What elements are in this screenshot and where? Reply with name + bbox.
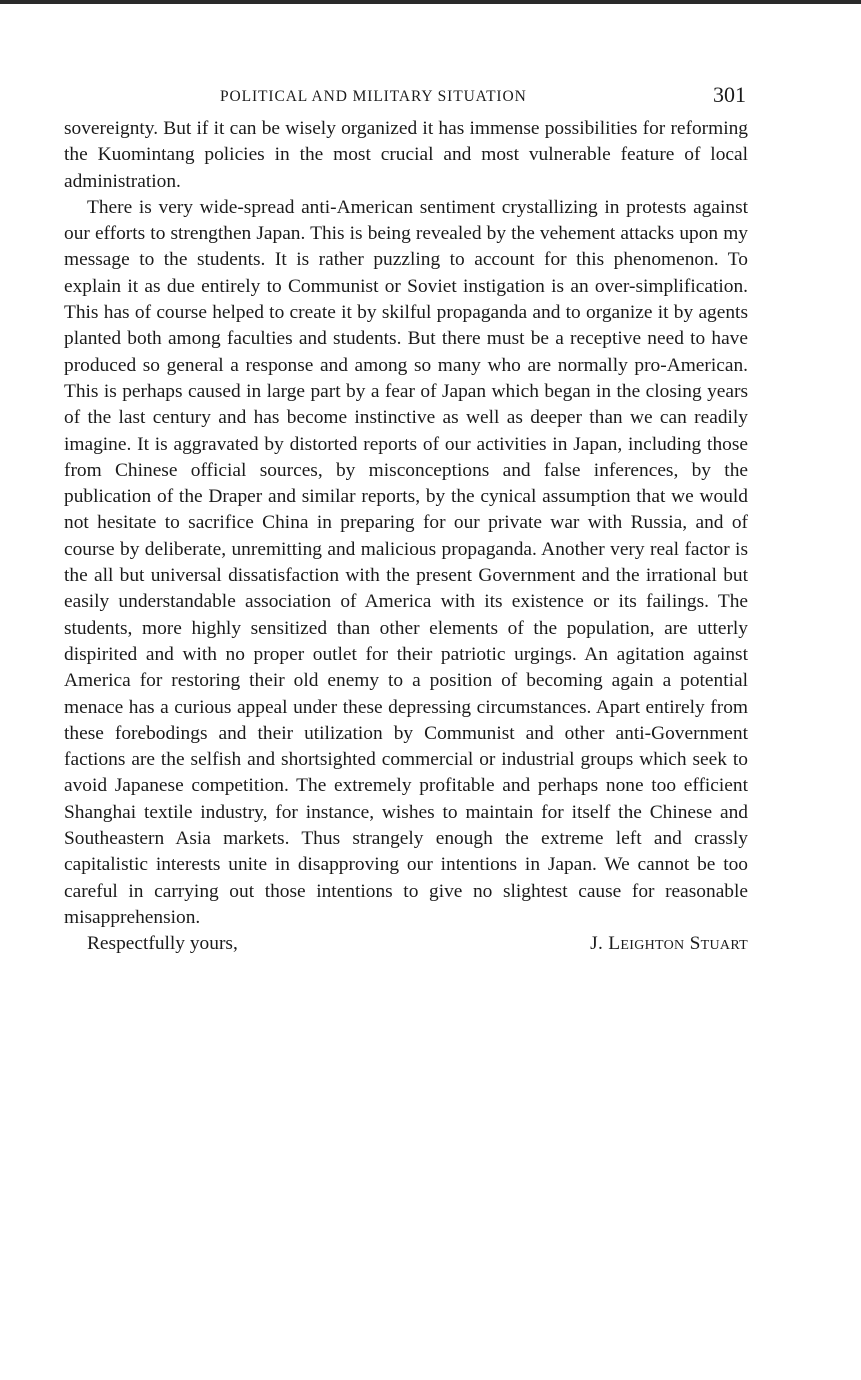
page-top-edge	[0, 0, 861, 4]
running-title: POLITICAL AND MILITARY SITUATION	[220, 88, 527, 105]
signature: J. Leighton Stuart	[590, 933, 748, 955]
salutation: Respectfully yours,	[87, 933, 238, 955]
paragraph-continued: sovereignty. But if it can be wisely organized it has immense possibilities for reforming the Kuomintang policies in the most crucial and most vulnerable feature of local administration.	[64, 118, 748, 192]
running-head	[64, 82, 748, 116]
page-number: 301	[713, 82, 746, 107]
document-page	[64, 82, 748, 959]
letter-closing	[64, 931, 748, 959]
paragraph-anti-american-sentiment: There is very wide-spread anti-American sentiment crystallizing in protests against our efforts to strengthen Japan. This is being revealed by the vehement attacks upon my message to the students. It is rather puzzling to account for this phenomenon. To explain it as due entirely to Communist or Soviet instigation is an over-simplification. This has of course helped to create it by skilful propaganda and to organize it by agents planted both among faculties and students. But there must be a receptive need to have produced so general a response and among so many who are normally pro-American. This is perhaps caused in large part by a fear of Japan which began in the closing years of the last century and has become instinctive as well as deeper than we can readily imagine. It is aggravated by distorted reports of our activities in Japan, including those from Chinese official sources, by misconceptions and false inferences, by the publication of the Draper and similar reports, by the cynical assumption that we would not hesitate to sacrifice China in preparing for our private war with Russia, and of course by deliberate, unremitting and malicious propaganda. Another very real factor is the all but universal dissatisfaction with the present Government and the irrational but easily understandable association of America with its existence or its failings. The students, more highly sensitized than other elements of the population, are utterly dispirited and with no proper outlet for their patriotic urgings. An agitation against America for restoring their old enemy to a position of becoming again a potential menace has a curious appeal under these depressing circumstances. Apart entirely from these forebodings and their utilization by Communist and other anti-Government factions are the selfish and shortsighted commercial or industrial groups which seek to avoid Japanese competition. The extremely profitable and perhaps none too efficient Shanghai textile industry, for instance, wishes to maintain for itself the Chinese and Southeastern Asia markets. Thus strangely enough the extreme left and crassly capitalistic interests unite in disapproving our intentions in Japan. We cannot be too careful in carrying out those intentions to give no slightest cause for reasonable misapprehension.	[64, 196, 748, 928]
